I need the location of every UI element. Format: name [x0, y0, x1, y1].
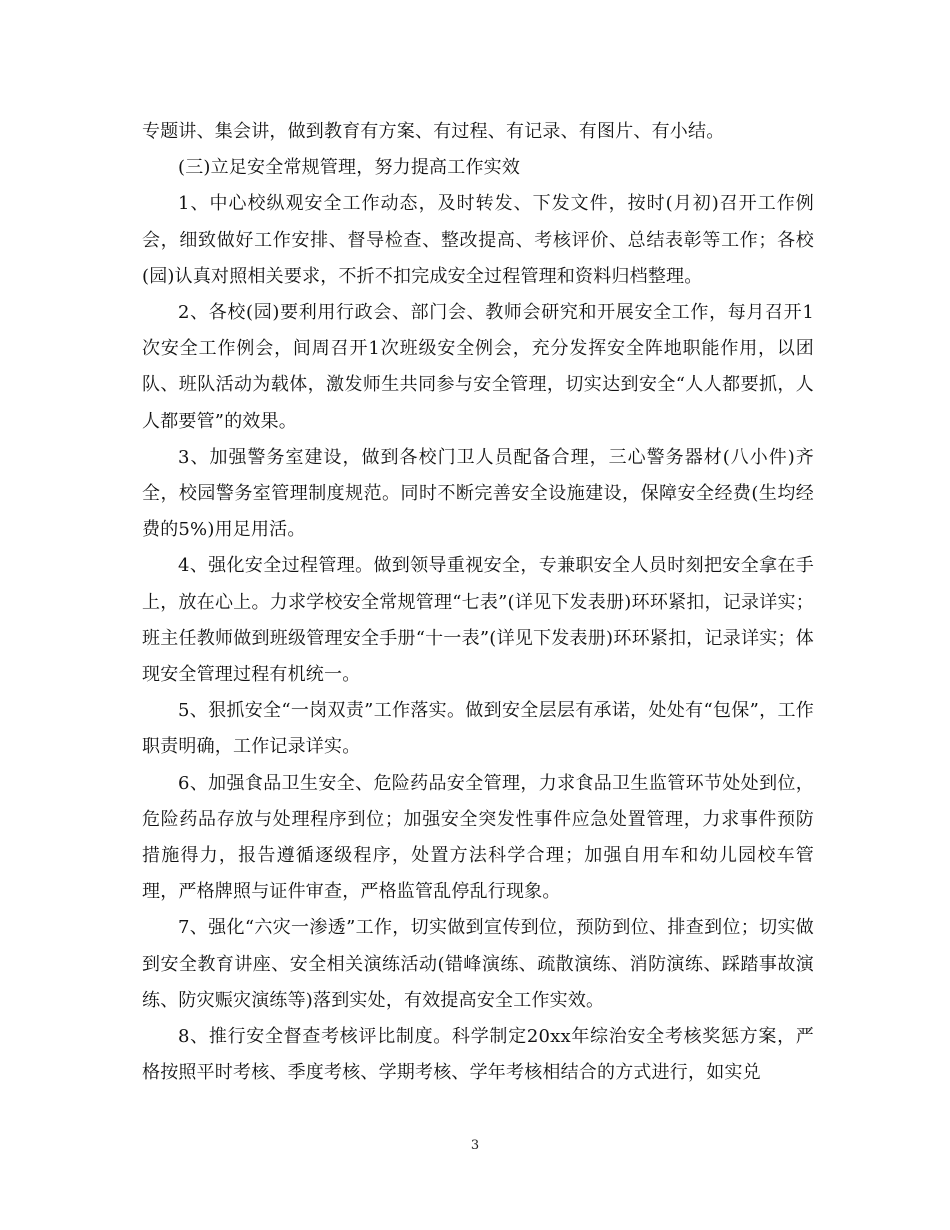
paragraph-item-5: 5、狠抓安全“一岗双责”工作落实。做到安全层层有承诺，处处有“包保”，工作职责明确，工作记录详实。: [142, 700, 814, 758]
paragraph-item-1: 1、中心校纵观安全工作动态，及时转发、下发文件，按时(月初)召开工作例会，细致做好工作安排、督导检查、整改提高、考核评价、总结表彰等工作；各校(园)认真对照相关要求，不折不扣完成安全过程管理和资料归档整理。: [142, 193, 814, 287]
paragraph-item-7: 7、强化“六灾一渗透”工作，切实做到宣传到位，预防到位、排查到位；切实做到安全教育讲座、安全相关演练活动(错峰演练、疏散演练、消防演练、踩踏事故演练、防灾赈灾演练等)落到实处，有效提高安全工作实效。: [142, 917, 814, 1011]
paragraph-item-3: 3、加强警务室建设，做到各校门卫人员配备合理，三心警务器材(八小件)齐全，校园警务室管理制度规范。同时不断完善安全设施建设，保障安全经费(生均经费的5%)用足用活。: [142, 446, 814, 541]
paragraph-continuation: 专题讲、集会讲，做到教育有方案、有过程、有记录、有图片、有小结。: [142, 121, 725, 142]
paragraph-item-8: 8、推行安全督查考核评比制度。科学制定20xx年综治安全考核奖惩方案，严格按照平时考核、季度考核、学期考核、学年考核相结合的方式进行，如实兑: [142, 1026, 814, 1084]
paragraph-item-2: 2、各校(园)要利用行政会、部门会、教师会研究和开展安全工作，每月召开1次安全工作例会，间周召开1次班级安全例会，充分发挥安全阵地职能作用，以团队、班队活动为载体，激发师生共同参与安全管理，切实达到安全“人人都要抓，人人都要管”的效果。: [142, 302, 814, 432]
paragraph-item-4: 4、强化安全过程管理。做到领导重视安全，专兼职安全人员时刻把安全拿在手上，放在心上。力求学校安全常规管理“七表”(详见下发表册)环环紧扣，记录详实；班主任教师做到班级管理安全手册“十一表”(详见下发表册)环环紧扣，记录详实；体现安全管理过程有机统一。: [142, 555, 814, 686]
paragraph-item-6: 6、加强食品卫生安全、危险药品安全管理，力求食品卫生监管环节处处到位，危险药品存放与处理程序到位；加强安全突发性事件应急处置管理，力求事件预防措施得力，报告遵循逐级程序，处置方法科学合理；加强自用车和幼儿园校车管理，严格牌照与证件审查，严格监管乱停乱行现象。: [142, 772, 814, 903]
section-heading: (三)立足安全常规管理，努力提高工作实效: [178, 157, 521, 179]
document-body: [142, 114, 814, 1091]
page-number: 3: [470, 1138, 480, 1153]
